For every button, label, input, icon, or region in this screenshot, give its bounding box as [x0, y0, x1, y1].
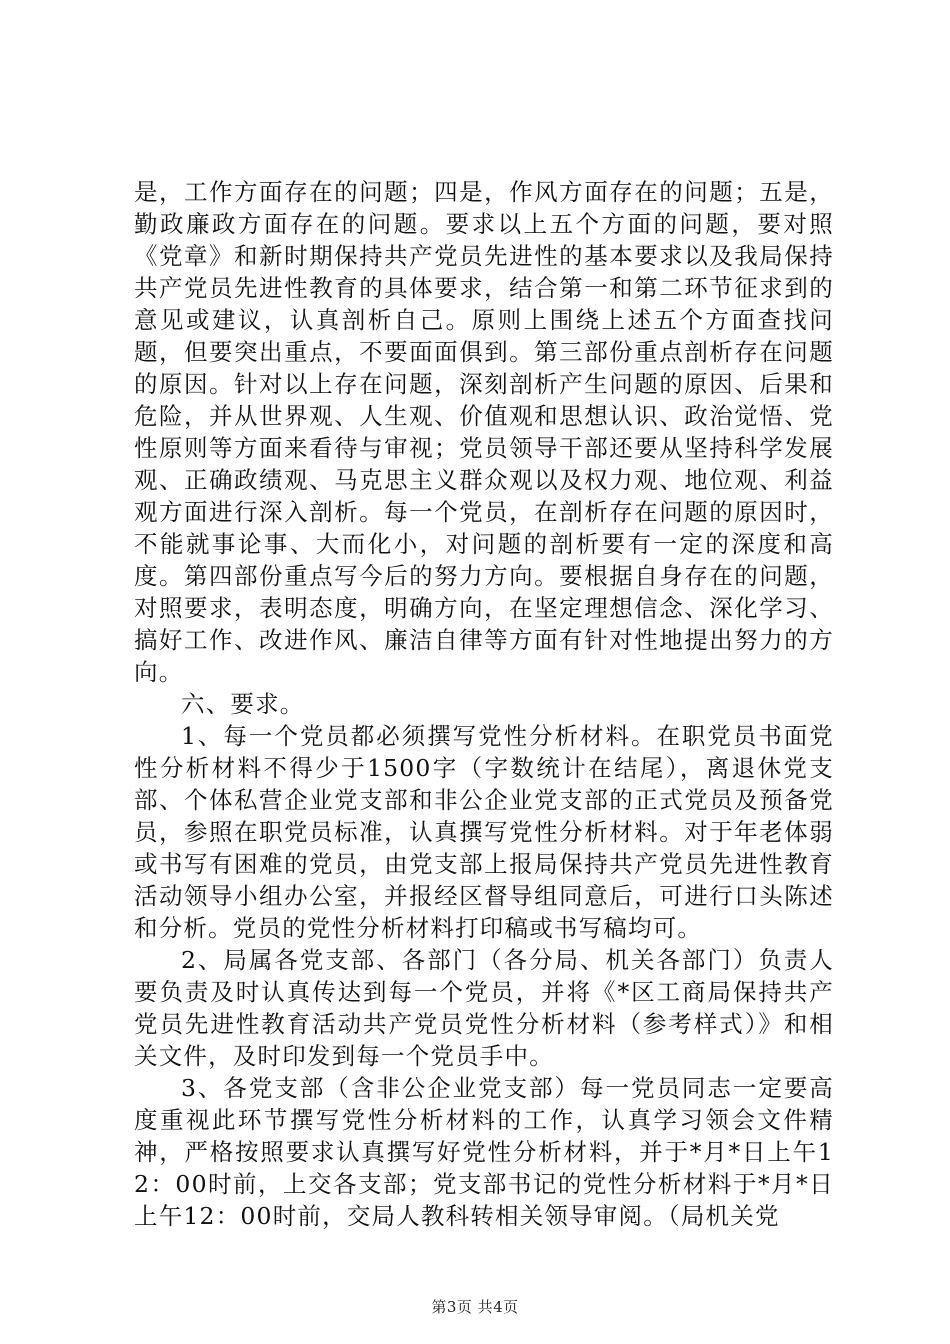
document-body — [134, 176, 834, 1232]
requirement-1-paragraph: 1、每一个党员都必须撰写党性分析材料。在职党员书面党性分析材料不得少于1500字（字数统计在结尾），离退休党支部、个体私营企业党支部和非公企业党支部的正式党员及预备党员，参照在职党员标准，认真撰写党性分析材料。对于年老体弱或书写有困难的党员，由党支部上报局保持共产党员先进性教育活动领导小组办公室，并报经区督导组同意后，可进行口头陈述和分析。党员的党性分析材料打印稿或书写稿均可。 — [134, 722, 834, 942]
page-number-label: 第3页 共4页 — [431, 1298, 519, 1316]
paragraph-continuation: 是，工作方面存在的问题；四是，作风方面存在的问题；五是，勤政廉政方面存在的问题。要求以上五个方面的问题，要对照《党章》和新时期保持共产党员先进性的基本要求以及我局保持共产党员先进性教育的具体要求，结合第一和第二环节征求到的意见或建议，认真剖析自己。原则上围绕上述五个方面查找问题，但要突出重点，不要面面俱到。第三部份重点剖析存在问题的原因。针对以上存在问题，深刻剖析产生问题的原因、后果和危险，并从世界观、人生观、价值观和思想认识、政治觉悟、党性原则等方面来看待与审视；党员领导干部还要从坚持科学发展观、正确政绩观、马克思主义群众观以及权力观、地位观、利益观方面进行深入剖析。每一个党员，在剖析存在问题的原因时，不能就事论事、大而化小，对问题的剖析要有一定的深度和高度。第四部份重点写今后的努力方向。要根据自身存在的问题，对照要求，表明态度，明确方向，在坚定理想信念、深化学习、搞好工作、改进作风、廉洁自律等方面有针对性地提出努力的方向。 — [134, 178, 834, 686]
requirement-3-paragraph: 3、各党支部（含非公企业党支部）每一党员同志一定要高度重视此环节撰写党性分析材料的工作，认真学习领会文件精神，严格按照要求认真撰写好党性分析材料，并于*月*日上午12：00时前，上交各支部；党支部书记的党性分析材料于*月*日上午12：00时前，交局人教科转相关领导审阅。（局机关党 — [134, 1074, 834, 1230]
page-footer — [0, 1296, 950, 1317]
requirement-2-paragraph: 2、局属各党支部、各部门（各分局、机关各部门）负责人要负责及时认真传达到每一个党员，并将《*区工商局保持共产党员先进性教育活动共产党员党性分析材料（参考样式）》和相关文件，及时印发到每一个党员手中。 — [134, 946, 834, 1070]
section-six-heading: 六、要求。 — [181, 690, 305, 718]
